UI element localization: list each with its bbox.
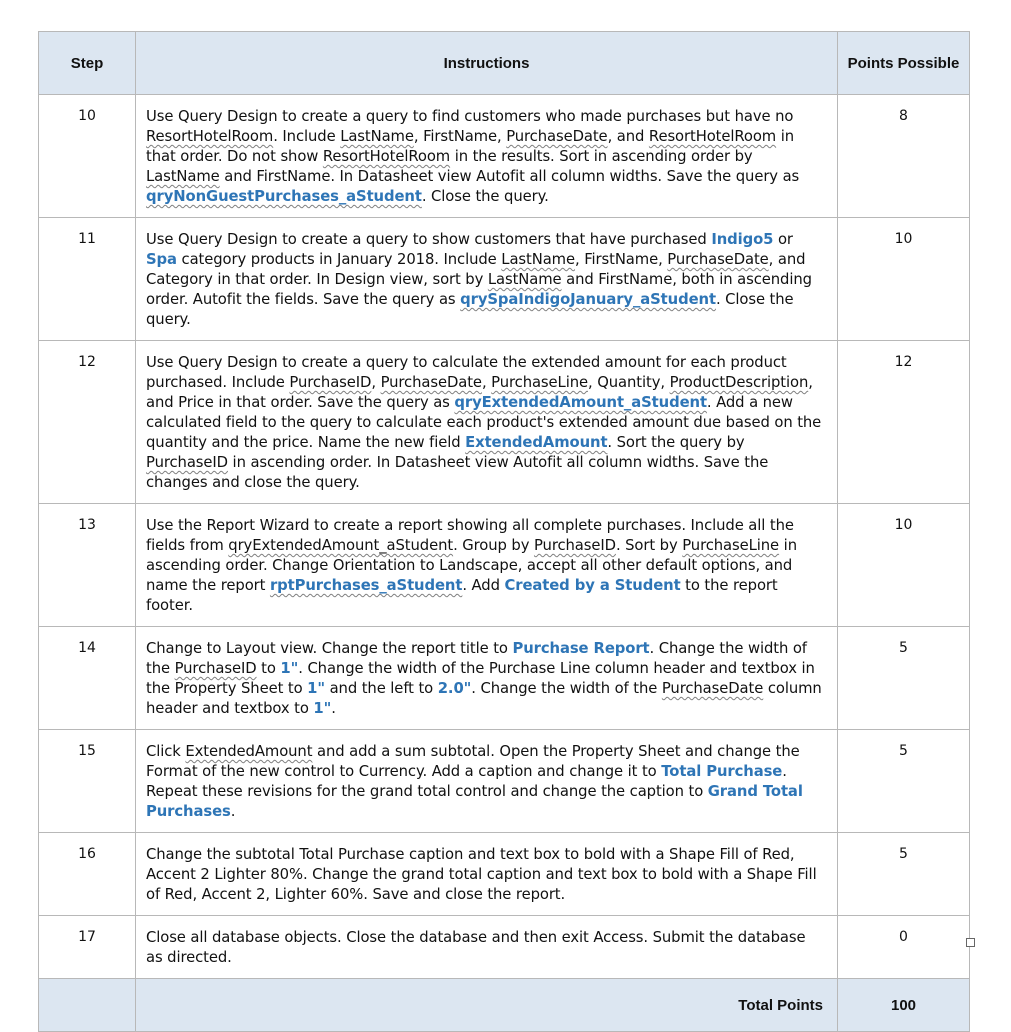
table-row xyxy=(39,833,970,916)
instruction-segment: Change to Layout view. Change the report title to xyxy=(146,640,513,657)
table-body xyxy=(39,95,970,979)
instruction-segment: Close all database objects. Close the database and then exit Access. Submit the database as directed. xyxy=(146,929,806,966)
points-value: 0 xyxy=(838,916,970,979)
table-row xyxy=(39,627,970,730)
instruction-segment: . Repeat these revisions for the grand total control and change the caption to xyxy=(146,763,787,800)
instruction-segment: category products in January 2018. Include xyxy=(176,251,502,268)
field-name: PurchaseDate xyxy=(661,680,764,697)
instruction-segment: . Include xyxy=(273,128,341,145)
instruction-segment: column header and textbox to xyxy=(146,680,822,717)
highlighted-term: Indigo5 xyxy=(711,231,774,248)
points-value: 5 xyxy=(838,833,970,916)
instruction-segment: . Change the width of the xyxy=(146,640,807,677)
instruction-segment: . Add xyxy=(462,577,505,594)
instruction-segment: Change the subtotal Total Purchase caption and text box to bold with a Shape Fill of Red, Accent 2 Lighter 80%. Change the grand total caption and text box to bold with a Shape Fill of Red, Accent 2, Lighter 60%. Save and close the report. xyxy=(146,846,817,903)
instruction-segment: Click xyxy=(146,743,186,760)
instruction-segment: , xyxy=(371,374,381,391)
field-name: LastName xyxy=(501,251,575,268)
instruction-text xyxy=(136,916,838,979)
step-number: 14 xyxy=(39,627,136,730)
total-points-label: Total Points xyxy=(136,979,838,1032)
instruction-segment: in ascending order. In Datasheet view Autofit all column widths. Save the changes and close the query. xyxy=(146,454,769,491)
instruction-segment: . Add a new calculated field to the query to calculate each product's extended amount due based on the quantity and the price. Name the new field xyxy=(146,394,822,451)
instruction-segment: Use Query Design to create a query to show customers that have purchased xyxy=(146,231,712,248)
instruction-segment: , and Category in that order. In Design view, sort by xyxy=(146,251,806,288)
instruction-segment: , xyxy=(481,374,492,391)
field-name: ResortHotelRoom xyxy=(146,128,274,145)
points-value: 10 xyxy=(838,504,970,627)
field-name: PurchaseID xyxy=(533,537,616,554)
field-name: PurchaseLine xyxy=(491,374,588,391)
field-name: ProductDescription xyxy=(669,374,809,391)
field-name: ResortHotelRoom xyxy=(648,128,777,145)
instruction-segment: . xyxy=(230,803,236,820)
instruction-text xyxy=(136,504,838,627)
step-number: 13 xyxy=(39,504,136,627)
table-row xyxy=(39,916,970,979)
highlighted-term: ExtendedAmount xyxy=(465,434,608,451)
highlighted-term: qryNonGuestPurchases_aStudent xyxy=(146,188,422,205)
highlighted-term: 1" xyxy=(313,700,332,717)
highlighted-term: 1" xyxy=(280,660,299,677)
step-number: 10 xyxy=(39,95,136,218)
step-number: 17 xyxy=(39,916,136,979)
instruction-text xyxy=(136,627,838,730)
highlighted-term: Grand Total Purchases xyxy=(146,783,803,820)
instruction-segment: in ascending order. Change Orientation to Landscape, accept all other default options, and name the report xyxy=(146,537,797,594)
field-name: qryExtendedAmount_aStudent xyxy=(228,537,454,554)
instruction-segment: to xyxy=(256,660,281,677)
points-value: 5 xyxy=(838,627,970,730)
instruction-segment: . Sort the query by xyxy=(607,434,745,451)
field-name: ExtendedAmount xyxy=(185,743,313,760)
total-points-value: 100 xyxy=(838,979,970,1032)
highlighted-term: Purchase Report xyxy=(512,640,650,657)
table-header-row xyxy=(39,32,970,95)
header-instructions: Instructions xyxy=(136,32,838,95)
step-number: 12 xyxy=(39,341,136,504)
instruction-text xyxy=(136,95,838,218)
instruction-segment: in that order. Do not show xyxy=(146,128,795,165)
instruction-segment: to the report footer. xyxy=(146,577,778,614)
instruction-segment: , and xyxy=(607,128,649,145)
instruction-segment: and add a sum subtotal. Open the Property Sheet and change the Format of the new control to Currency. Add a caption and change it to xyxy=(146,743,800,780)
instruction-segment: . Close the query. xyxy=(421,188,549,205)
points-value: 5 xyxy=(838,730,970,833)
instruction-text xyxy=(136,730,838,833)
field-name: PurchaseID xyxy=(174,660,257,677)
field-name: PurchaseLine xyxy=(682,537,780,554)
table-row xyxy=(39,504,970,627)
instruction-text xyxy=(136,833,838,916)
field-name: PurchaseID xyxy=(289,374,372,391)
instruction-text xyxy=(136,341,838,504)
instruction-segment: Use Query Design to create a query to find customers who made purchases but have no xyxy=(146,108,794,125)
field-name: LastName xyxy=(487,271,562,288)
header-points: Points Possible xyxy=(838,32,970,95)
field-name: PurchaseDate xyxy=(380,374,482,391)
instruction-segment: . Close the query. xyxy=(146,291,794,328)
instruction-segment: , and Price in that order. Save the query as xyxy=(146,374,813,411)
instruction-segment: , Quantity, xyxy=(588,374,670,391)
field-name: ResortHotelRoom xyxy=(322,148,451,165)
highlighted-term: Spa xyxy=(146,251,177,268)
table-resize-handle[interactable] xyxy=(966,938,975,947)
points-value: 8 xyxy=(838,95,970,218)
highlighted-term: Total Purchase xyxy=(661,763,783,780)
table-row xyxy=(39,218,970,341)
field-name: PurchaseDate xyxy=(667,251,769,268)
highlighted-term: qrySpaIndigoJanuary_aStudent xyxy=(460,291,716,308)
instruction-segment: . Group by xyxy=(453,537,534,554)
highlighted-term: Created by a Student xyxy=(504,577,681,594)
instruction-segment: . Change the width of the xyxy=(471,680,662,697)
field-name: LastName xyxy=(340,128,414,145)
highlighted-term: 1" xyxy=(307,680,325,697)
instruction-segment: . Sort by xyxy=(615,537,683,554)
instruction-segment: and FirstName, both in ascending order. Autofit the fields. Save the query as xyxy=(146,271,812,308)
header-step: Step xyxy=(39,32,136,95)
table-row xyxy=(39,730,970,833)
instruction-segment: . Change the width of the Purchase Line column header and textbox in the Property Sheet to xyxy=(146,660,815,697)
table-row xyxy=(39,95,970,218)
instructions-table xyxy=(38,31,970,1032)
points-value: 12 xyxy=(838,341,970,504)
instruction-segment: . xyxy=(331,700,336,717)
field-name: PurchaseDate xyxy=(506,128,608,145)
instruction-segment: Use Query Design to create a query to calculate the extended amount for each product purchased. Include xyxy=(146,354,787,391)
instruction-text xyxy=(136,218,838,341)
step-number: 16 xyxy=(39,833,136,916)
highlighted-term: qryExtendedAmount_aStudent xyxy=(454,394,707,411)
step-number: 11 xyxy=(39,218,136,341)
field-name: PurchaseID xyxy=(146,454,228,471)
instruction-segment: Use the Report Wizard to create a report showing all complete purchases. Include all the fields from xyxy=(146,517,794,554)
step-number: 15 xyxy=(39,730,136,833)
instruction-segment: , FirstName, xyxy=(574,251,668,268)
highlighted-term: 2.0" xyxy=(437,680,472,697)
instruction-segment: , FirstName, xyxy=(413,128,507,145)
instruction-segment: and FirstName. In Datasheet view Autofit all column widths. Save the query as xyxy=(219,168,800,185)
table-row xyxy=(39,341,970,504)
instruction-segment: and the left to xyxy=(324,680,438,697)
points-value: 10 xyxy=(838,218,970,341)
instruction-segment: or xyxy=(773,231,793,248)
field-name: LastName xyxy=(146,168,220,185)
instruction-segment: in the results. Sort in ascending order by xyxy=(450,148,753,165)
highlighted-term: rptPurchases_aStudent xyxy=(269,577,463,594)
